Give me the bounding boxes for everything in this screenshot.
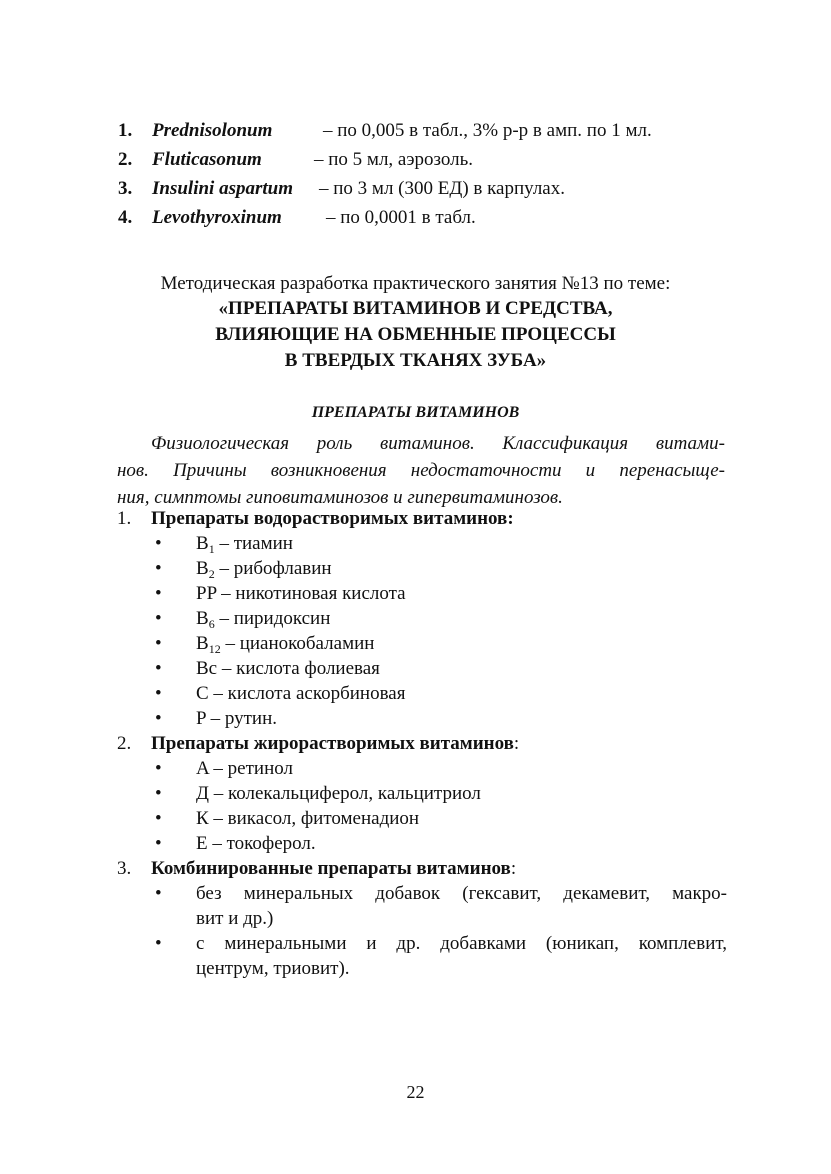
category-number: 2. xyxy=(117,733,132,754)
bullet-icon: • xyxy=(155,883,162,904)
prescription-row xyxy=(118,116,758,145)
list-item-text: A – ретинол xyxy=(196,758,293,779)
category-number: 3. xyxy=(117,858,132,879)
prescription-number: 3. xyxy=(118,178,133,199)
list-item-text: C – кислота аскорбиновая xyxy=(196,683,406,704)
prescription-row xyxy=(118,145,758,174)
title-line: «ПРЕПАРАТЫ ВИТАМИНОВ И СРЕДСТВА, xyxy=(218,298,613,319)
list-item xyxy=(117,781,727,806)
list-item-text: К – викасол, фитоменадион xyxy=(196,808,420,829)
list-item-text: $B_1$ – тиамин xyxy=(196,533,293,556)
prescription-drug-name: Fluticasonum xyxy=(152,149,262,170)
prescription-drug-name: Prednisolonum xyxy=(152,120,273,141)
lesson-title xyxy=(60,296,771,374)
prescription-number: 1. xyxy=(118,120,133,141)
prescription-number: 2. xyxy=(118,149,133,170)
prescription-list xyxy=(118,116,758,232)
list-item-text: $B_6$ – пиридоксин xyxy=(196,608,331,631)
bullet-icon: • xyxy=(155,633,162,654)
page-number: 22 xyxy=(406,1082,425,1102)
vitamin-categories xyxy=(117,506,727,981)
bullet-icon: • xyxy=(155,683,162,704)
prescription-row xyxy=(118,174,758,203)
bullet-icon: • xyxy=(155,783,162,804)
prescription-dosage: – по 0,0001 в табл. xyxy=(326,207,476,228)
list-item-text: E – токоферол. xyxy=(196,833,316,854)
prescription-dosage: – по 3 мл (300 ЕД) в карпулах. xyxy=(319,178,565,199)
bullet-icon: • xyxy=(155,608,162,629)
list-item-text: $B_{12}$ – цианокобаламин xyxy=(196,633,375,656)
list-item-text: с минеральными и др. добавками (юникап, комплевит, центрум, триовит). xyxy=(196,933,727,979)
paragraph-line: ния, симптомы гиповитаминозов и гипервитаминозов. xyxy=(117,487,563,508)
category-heading xyxy=(117,506,727,531)
prescription-drug-name: Insulini aspartum xyxy=(152,178,293,199)
list-item xyxy=(117,531,727,556)
list-item-text: Д – колекальциферол, кальцитриол xyxy=(196,783,481,804)
list-item-text: без минеральных добавок (гексавит, декамевит, макро- вит и др.) xyxy=(196,883,727,929)
category-heading xyxy=(117,731,727,756)
lesson-intro: Методическая разработка практического занятия №13 по теме: xyxy=(160,273,671,294)
title-line: В ТВЕРДЫХ ТКАНЯХ ЗУБА» xyxy=(284,350,547,371)
prescription-number: 4. xyxy=(118,207,133,228)
bullet-icon: • xyxy=(155,558,162,579)
list-item xyxy=(117,756,727,781)
bullet-icon: • xyxy=(155,833,162,854)
category-heading xyxy=(117,856,727,881)
paragraph-line: Физиологическая роль витаминов. Классификация витами- xyxy=(151,433,725,454)
bullet-icon: • xyxy=(155,658,162,679)
title-line: ВЛИЯЮЩИЕ НА ОБМЕННЫЕ ПРОЦЕССЫ xyxy=(215,324,616,345)
category-number: 1. xyxy=(117,508,132,529)
prescription-drug-name: Levothyroxinum xyxy=(152,207,282,228)
list-item-text: Bc – кислота фолиевая xyxy=(196,658,380,679)
list-item xyxy=(117,556,727,581)
category-label: Комбинированные препараты витаминов: xyxy=(151,858,517,879)
list-item-text: $B_2$ – рибофлавин xyxy=(196,558,332,581)
prescription-row xyxy=(118,203,758,232)
list-item xyxy=(117,881,727,931)
bullet-icon: • xyxy=(155,533,162,554)
list-item-text: PP – никотиновая кислота xyxy=(196,583,406,604)
bullet-icon: • xyxy=(155,708,162,729)
list-item xyxy=(117,706,727,731)
list-item xyxy=(117,831,727,856)
intro-paragraph xyxy=(117,430,725,511)
prescription-dosage: – по 5 мл, аэрозоль. xyxy=(314,149,474,170)
bullet-icon: • xyxy=(155,583,162,604)
list-item xyxy=(117,931,727,981)
list-item xyxy=(117,806,727,831)
list-item xyxy=(117,656,727,681)
list-item xyxy=(117,606,727,631)
paragraph-line: нов. Причины возникновения недостаточности и перенасыще- xyxy=(117,460,725,481)
list-item xyxy=(117,631,727,656)
prescription-dosage: – по 0,005 в табл., 3% р-р в амп. по 1 мл. xyxy=(323,120,652,141)
category-label: Препараты водорастворимых витаминов: xyxy=(151,508,514,529)
list-item xyxy=(117,581,727,606)
bullet-icon: • xyxy=(155,808,162,829)
bullet-icon: • xyxy=(155,758,162,779)
list-item xyxy=(117,681,727,706)
bullet-icon: • xyxy=(155,933,162,954)
section-title: ПРЕПАРАТЫ ВИТАМИНОВ xyxy=(311,404,520,421)
category-label: Препараты жирорастворимых витаминов: xyxy=(151,733,520,754)
list-item-text: P – рутин. xyxy=(196,708,278,729)
